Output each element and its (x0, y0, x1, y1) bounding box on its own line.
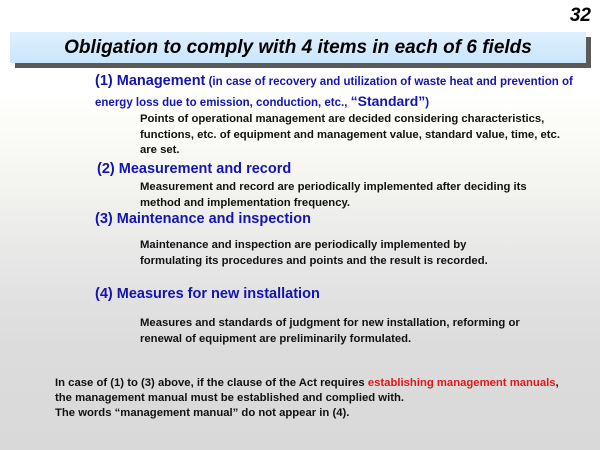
footnote-line-3: The words “management manual” do not appear in (4). (55, 407, 350, 419)
page-number: 32 (569, 5, 591, 26)
item-3-heading: (3) Maintenance and inspection (95, 211, 311, 227)
footnote-highlight: establishing management manuals (367, 377, 556, 389)
footnote-line-1-text: In case of (1) to (3) above, if the clause of the Act requires (55, 377, 368, 389)
item-4-body-line: Measures and standards of judgment for new installation, reforming or (140, 317, 520, 329)
item-3-body-line: formulating its procedures and points and the result is recorded. (140, 254, 488, 267)
item-2-body-line: Measurement and record are periodically implemented after deciding its (140, 181, 527, 193)
item-1-heading-standard: “Standard” (350, 93, 426, 109)
item-1-body-line: Points of operational management are decided considering characteristics, (140, 113, 545, 125)
footnote-line-2: the management manual must be established and complied with. (55, 392, 405, 404)
item-1-heading-close: ) (425, 97, 430, 109)
item-2-body-line: method and implementation frequency. (140, 196, 351, 209)
item-1-body-line: functions, etc. of equipment and management value, standard value, time, etc. (140, 128, 560, 141)
footnote-line-1 (55, 376, 590, 391)
footnote-line-1-suffix: , (555, 377, 559, 389)
item-3-body (140, 238, 590, 269)
item-4-body (140, 316, 590, 347)
title-banner (10, 32, 586, 63)
item-3-body-line: Maintenance and inspection are periodically implemented by (140, 239, 467, 251)
item-2-heading: (2) Measurement and record (97, 161, 292, 177)
item-1-heading (95, 72, 590, 113)
item-4-heading: (4) Measures for new installation (95, 286, 320, 302)
slide-title: Obligation to comply with 4 items in each of 6 fields (64, 36, 532, 58)
item-1-heading-qualifier: (in case of recovery and utilization of waste heat and prevention of energy loss due to emission, conduction, etc., (95, 76, 573, 109)
footnote (55, 376, 590, 421)
item-4-body-line: renewal of equipment are preliminarily formulated. (140, 332, 412, 345)
item-1-body-line: are set. (140, 144, 180, 156)
item-1-body (140, 112, 590, 159)
item-2-body (140, 180, 590, 211)
item-1-heading-label: (1) Management (95, 73, 206, 89)
